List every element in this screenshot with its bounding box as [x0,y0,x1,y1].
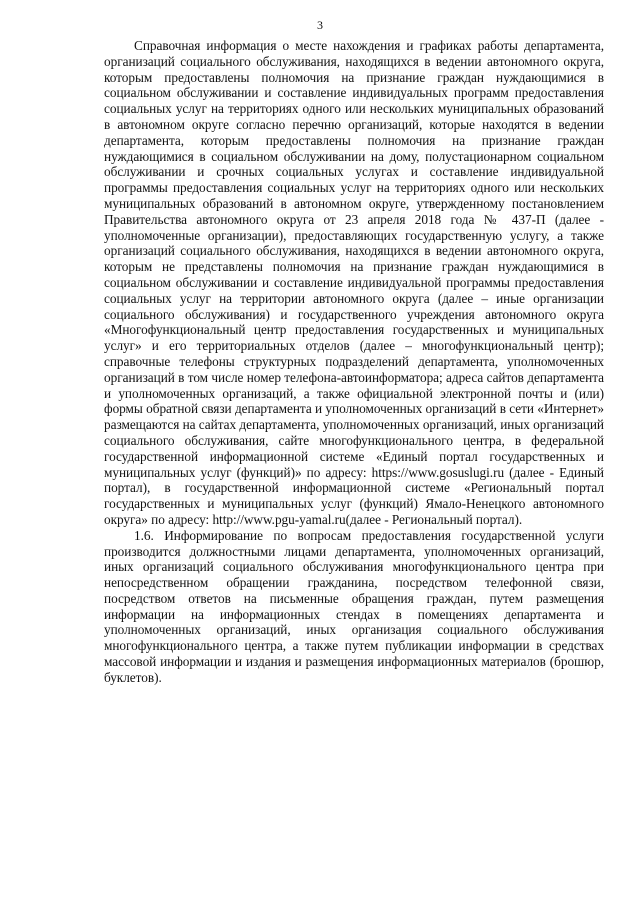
paragraph-1-6-informing: 1.6. Информирование по вопросам предоставления государственной услуги производится должностными лицами департамента, уполномоченных организаций, иных организаций социального обслуживания многофункционального центра при непосредственном обращении гражданина, посредством телефонной связи, посредством ответов на письменные обращения граждан, путем размещения информации на информационных стендах в помещениях департамента и уполномоченных организаций, иных организация социального обслуживания многофункционального центра, а также путем публикации информации в средствах массовой информации и издания и размещения информационных материалов (брошюр, буклетов). [104,527,604,685]
page-body [104,38,604,686]
paragraph-reference-info: Справочная информация о месте нахождения и графиках работы департамента, организаций социального обслуживания, находящихся в ведении автономного округа, которым предоставлены полномочия на признание граждан нуждающимися в социальном обслуживании и составление индивидуальных программ предоставления социальных услуг на территориях одного или нескольких муниципальных образований в автономном округе согласно перечню организаций, которые находятся в ведении департамента, которым предоставлены полномочия на признание граждан нуждающимися в социальном обслуживании на дому, полустационарном социальном обслуживании и срочных социальных услугах и составление индивидуальной программы предоставления социальных услуг на территориях одного или нескольких муниципальных образований в автономном округе, утвержденному постановлением Правительства автономного округа от 23 апреля 2018 года № 437-П (далее - уполномоченные организации), предоставляющих государственную услугу, а также организаций социального обслуживания, находящихся в ведении автономного округа, которым не представлены полномочия на признание граждан нуждающимися в социальном обслуживании и составление индивидуальной программы предоставления социальных услуг на территории автономного округа (далее – иные организации социального обслуживания) и государственного учреждения автономного округа «Многофункциональный центр предоставления государственных и муниципальных услуг» и его территориальных отделов (далее – многофункциональный центр); справочные телефоны структурных подразделений департамента, уполномоченных организаций в том числе номер телефона-автоинформатора; адреса сайтов департамента и уполномоченных организаций, а также официальной электронной почты и (или) формы обратной связи департамента и уполномоченных организаций в сети «Интернет» размещаются на сайтах департамента, уполномоченных организаций, иных организаций социального обслуживания, сайте многофункционального центра, в федеральной государственной информационной системе «Единый портал государственных и муниципальных услуг (функций)» по адресу: https://www.gosuslugi.ru (далее - Единый портал), в государственной информационной системе «Региональный портал государственных и муниципальных услуг (функций) Ямало-Ненецкого автономного округа» по адресу: http://www.pgu-yamal.ru(далее - Региональный портал). [104,38,604,527]
page-number: 3 [317,18,323,32]
